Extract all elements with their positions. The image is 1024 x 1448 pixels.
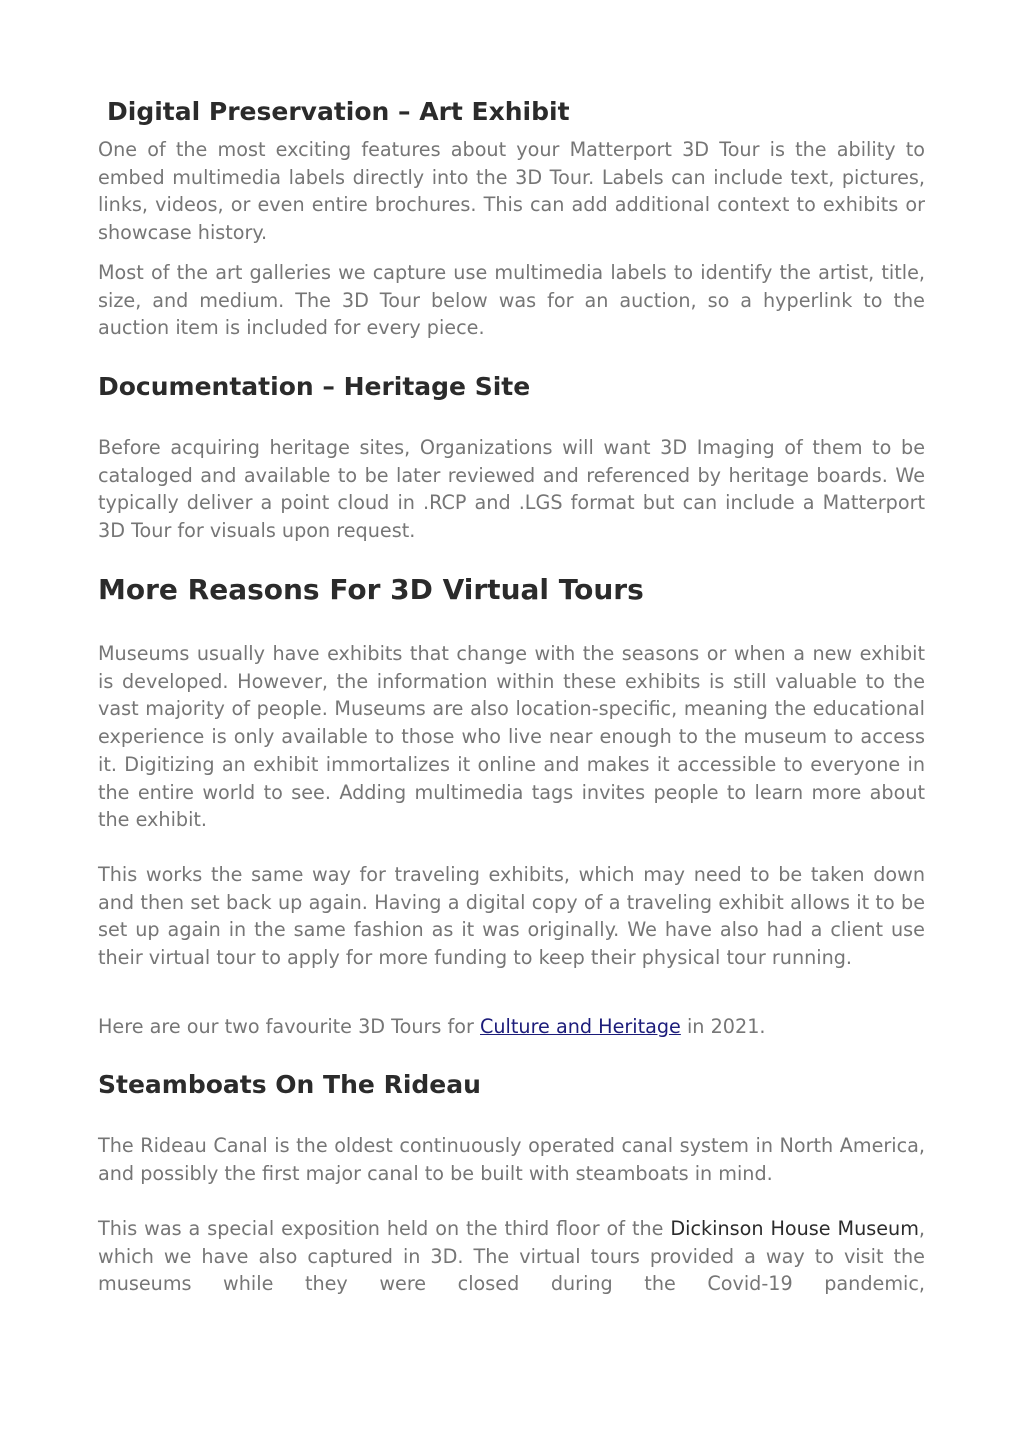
paragraph-favourite-tours bbox=[98, 1013, 925, 1041]
exposition-text-before: This was a special exposition held on the third floor of the bbox=[98, 1217, 671, 1240]
paragraph-museums-exhibits: Museums usually have exhibits that change with the seasons or when a new exhibit is developed. However, the information within these exhibits is still valuable to the vast majority of people. Museums are also location-specific, meaning the educational experience is only available to those who live near enough to the museum to access it. Digitizing an exhibit immortalizes it online and makes it accessible to everyone in the entire world to see. Adding multimedia tags invites people to learn more about the exhibit. bbox=[98, 642, 925, 832]
heading-steamboats-rideau: Steamboats On The Rideau bbox=[98, 1070, 481, 1099]
paragraph-art-galleries: Most of the art galleries we capture use multimedia labels to identify the artist, title, size, and medium. The 3D Tour below was for an auction, so a hyperlink to the auction item is included for every piece. bbox=[98, 261, 925, 340]
heading-digital-preservation: Digital Preservation – Art Exhibit bbox=[107, 97, 570, 126]
heading-documentation-heritage: Documentation – Heritage Site bbox=[98, 372, 531, 401]
favourite-tours-text-before: Here are our two favourite 3D Tours for bbox=[98, 1015, 480, 1038]
paragraph-traveling-exhibits: This works the same way for traveling exhibits, which may need to be taken down and then set back up again. Having a digital copy of a traveling exhibit allows it to be set up again in the same fashion as it was originally. We have also had a client use their virtual tour to apply for more funding to keep their physical tour running. bbox=[98, 863, 925, 970]
culture-heritage-link[interactable]: Culture and Heritage bbox=[480, 1015, 681, 1038]
exposition-text-after: , which we have also captured in 3D. The virtual tours provided a way to visit the museums while they were closed during the Covid-19 pandemic, bbox=[98, 1217, 925, 1296]
paragraph-rideau-canal: The Rideau Canal is the oldest continuously operated canal system in North America, and possibly the first major canal to be built with steamboats in mind. bbox=[98, 1134, 925, 1185]
favourite-tours-text-after: in 2021. bbox=[680, 1015, 766, 1038]
paragraph-special-exposition bbox=[98, 1215, 925, 1298]
paragraph-art-intro: One of the most exciting features about your Matterport 3D Tour is the ability to embed multimedia labels directly into the 3D Tour. Labels can include text, pictures, links, videos, or even entire brochures. This can add additional context to exhibits or showcase history. bbox=[98, 138, 925, 245]
dickinson-house-museum-text: Dickinson House Museum bbox=[670, 1217, 919, 1240]
paragraph-heritage-sites: Before acquiring heritage sites, Organizations will want 3D Imaging of them to be cataloged and available to be later reviewed and referenced by heritage boards. We typically deliver a point cloud in .RCP and .LGS format but can include a Matterport 3D Tour for visuals upon request. bbox=[98, 436, 925, 543]
heading-more-reasons: More Reasons For 3D Virtual Tours bbox=[98, 573, 644, 606]
